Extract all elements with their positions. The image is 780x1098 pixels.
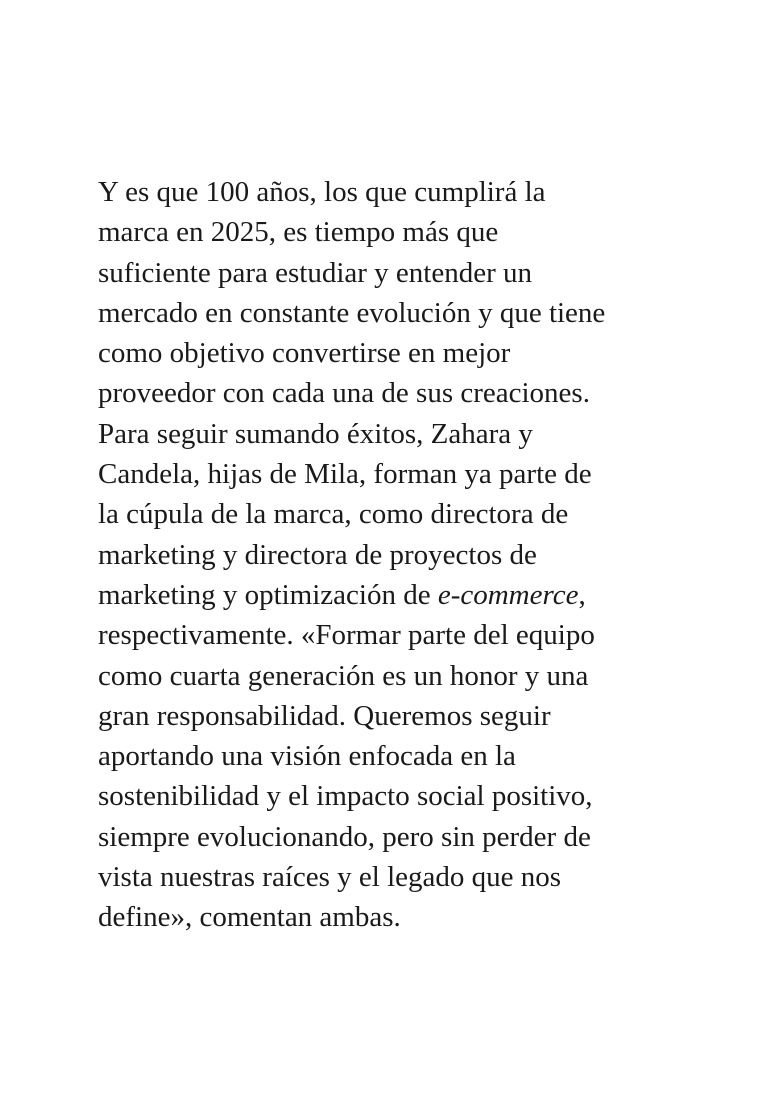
body-line: respectivamente. «Formar parte del equipo xyxy=(98,619,595,652)
body-line: mercado en constante evolución y que tiene xyxy=(98,296,606,329)
body-line: Para seguir sumando éxitos, Zahara y xyxy=(98,417,533,450)
emphasized-term: e-commerce xyxy=(437,578,579,611)
body-line: proveedor con cada una de sus creaciones. xyxy=(98,377,590,410)
body-line: marca en 2025, es tiempo más que xyxy=(98,216,499,249)
body-line: como objetivo convertirse en mejor xyxy=(98,337,511,370)
article-body xyxy=(98,172,718,938)
body-line: siempre evolucionando, pero sin perder de xyxy=(98,820,591,853)
body-line: la cúpula de la marca, como directora de xyxy=(98,498,569,531)
body-line: aportando una visión enfocada en la xyxy=(98,740,516,773)
body-line: Candela, hijas de Mila, forman ya parte de xyxy=(98,458,592,491)
body-line: vista nuestras raíces y el legado que nos xyxy=(98,861,562,894)
body-line: marketing y directora de proyectos de xyxy=(98,538,537,571)
body-line: suficiente para estudiar y entender un xyxy=(98,256,533,289)
body-line: define», comentan ambas. xyxy=(98,901,401,934)
body-line: sostenibilidad y el impacto social positivo, xyxy=(98,780,593,813)
body-line: gran responsabilidad. Queremos seguir xyxy=(98,699,551,732)
body-line: como cuarta generación es un honor y una xyxy=(98,659,589,692)
line-text-after: , xyxy=(578,578,586,611)
line-text-before: marketing y optimización de xyxy=(98,578,438,611)
body-line: Y es que 100 años, los que cumplirá la xyxy=(98,176,546,208)
body-line-with-emphasis xyxy=(98,575,718,615)
